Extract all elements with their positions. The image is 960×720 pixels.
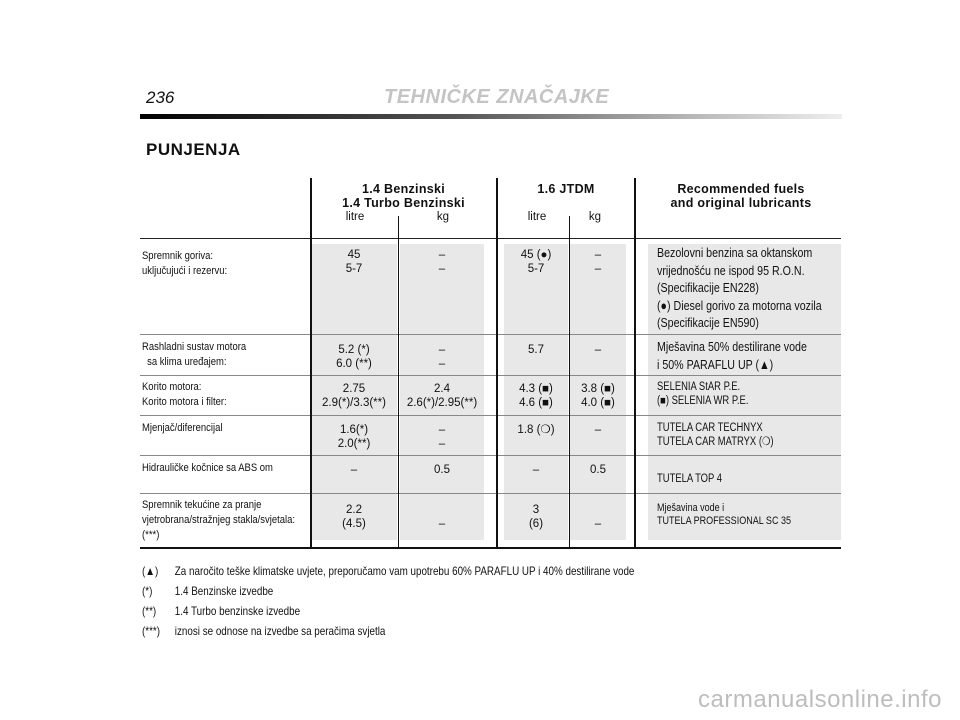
footnote-text: 1.4 Turbo benzinske izvedbe	[174, 604, 301, 618]
gearbox-benzin-litre	[311, 423, 397, 451]
header-recommended-line2: and original lubricants	[670, 196, 812, 210]
gearbox-jtd-kg: –	[594, 424, 602, 436]
value-line: –	[594, 249, 602, 261]
col-separator	[634, 178, 636, 548]
col-separator	[496, 178, 498, 548]
washer-benzin-litre	[311, 503, 397, 531]
row-divider	[140, 334, 841, 335]
fuel-tank-jtd-litre	[504, 248, 568, 276]
fuel-line: TUTELA TOP 4	[657, 473, 722, 485]
gearbox-recommended	[657, 421, 774, 449]
fuel-tank-recommended	[657, 244, 822, 332]
value-line: 2.2	[346, 504, 362, 516]
row-divider	[140, 455, 841, 456]
row-divider	[140, 493, 841, 494]
fuel-line: (Specifikacije EN590)	[657, 315, 759, 330]
value-line: 4.6 (■)	[519, 397, 553, 409]
footnote-mark: (**)	[142, 604, 157, 618]
page-title: PUNJENJA	[146, 140, 241, 159]
label-line: vjetrobrana/stražnjeg stakla/svjetala:	[142, 514, 296, 526]
value-line: 2.6(*)/2.95(**)	[406, 397, 478, 409]
value-line: 4.3 (■)	[519, 383, 553, 395]
coolant-benzin-kg	[400, 343, 484, 371]
sump-jtd-kg	[570, 382, 626, 410]
brakes-benzin-kg: 0.5	[434, 464, 450, 476]
fuel-line: i 50% PARAFLU UP (▲)	[657, 356, 774, 372]
label-line: Hidrauličke kočnice sa ABS om	[142, 462, 273, 474]
value-line: 4.0 (■)	[581, 397, 615, 409]
value-line: 3	[532, 504, 540, 516]
washer-jtd-litre	[504, 503, 568, 531]
value-line: (4.5)	[342, 518, 366, 530]
brakes-benzin-litre: –	[350, 464, 358, 476]
row-label-coolant	[142, 340, 246, 370]
sump-jtd-litre	[504, 382, 568, 410]
brakes-jtd-litre: –	[532, 464, 540, 476]
header-rule	[140, 114, 842, 119]
header-benzin	[311, 182, 496, 210]
fuel-tank-jtd-kg	[570, 248, 626, 276]
value-line: 3.8 (■)	[581, 383, 615, 395]
value-line: 2.0(**)	[337, 438, 371, 450]
footnote	[142, 604, 300, 618]
footnote	[142, 564, 634, 578]
table-bottom-line	[140, 547, 841, 549]
fuel-line: Bezolovni benzina sa oktanskom	[657, 245, 813, 260]
gearbox-benzin-kg	[400, 423, 484, 451]
footnote-mark: (▲)	[142, 564, 159, 578]
value-line: 2.9(*)/3.3(**)	[322, 397, 386, 409]
value-line: –	[438, 344, 446, 356]
brakes-recommended	[657, 472, 722, 486]
value-line: 2.4	[434, 383, 450, 395]
label-line: uključujući i rezervu:	[142, 265, 228, 277]
value-line: 1.6(*)	[339, 424, 369, 436]
watermark: carmanualsonline.info	[698, 686, 942, 713]
footnote	[142, 624, 385, 638]
header-benzin-line1: 1.4 Benzinski	[361, 182, 446, 196]
value-line: –	[438, 424, 446, 436]
value-line: 2.75	[342, 383, 366, 395]
fuel-line: TUTELA CAR MATRYX (❍)	[657, 436, 774, 448]
row-label-gearbox	[142, 421, 222, 436]
fuel-line: vrijednošću ne ispod 95 R.O.N.	[657, 262, 805, 278]
washer-benzin-kg: –	[438, 518, 446, 530]
label-line: sa klima uređajem:	[147, 356, 227, 368]
value-line: –	[594, 263, 602, 275]
header-jtd-kg: kg	[588, 211, 602, 223]
fuel-tank-benzin-litre	[311, 248, 397, 276]
label-line: Rashladni sustav motora	[142, 341, 247, 353]
sump-recommended	[657, 380, 748, 408]
header-jtd: 1.6 JTDM	[537, 182, 595, 196]
header-benzin-line2: 1.4 Turbo Benzinski	[342, 196, 465, 210]
value-line: –	[438, 358, 446, 370]
footnote-mark: (***)	[142, 624, 161, 638]
fuel-line: TUTELA CAR TECHNYX	[657, 422, 763, 434]
value-line: 5.2 (*)	[338, 344, 370, 356]
header-jtd-litre: litre	[527, 211, 547, 223]
washer-recommended	[657, 502, 791, 528]
fuel-line: Mješavina 50% destilirane vode	[657, 339, 807, 354]
fuel-line: SELENIA StAR P.E.	[657, 381, 741, 393]
sump-benzin-kg	[400, 382, 484, 410]
label-line: Korito motora i filter:	[142, 396, 227, 408]
value-line: 45 (●)	[520, 249, 552, 261]
label-line: Korito motora:	[142, 381, 202, 393]
fuel-line: (■) SELENIA WR P.E.	[657, 395, 749, 407]
fuel-line: (●) Diesel gorivo za motorna vozila	[657, 297, 822, 313]
label-line: Spremnik goriva:	[142, 250, 213, 262]
value-line: 6.0 (**)	[336, 358, 372, 370]
row-label-fuel-tank	[142, 249, 227, 279]
section-title: TEHNIČKE ZNAČAJKE	[384, 86, 610, 108]
value-line: –	[438, 263, 446, 275]
label-line: Mjenjač/diferencijal	[142, 422, 223, 434]
row-label-brakes	[142, 461, 273, 476]
row-label-washer	[142, 498, 295, 543]
coolant-benzin-litre	[311, 343, 397, 371]
brakes-jtd-kg: 0.5	[590, 464, 606, 476]
header-benzin-litre: litre	[345, 211, 365, 223]
row-label-engine-sump	[142, 380, 227, 410]
header-benzin-kg: kg	[436, 211, 450, 223]
footnote-mark: (*)	[142, 584, 153, 598]
coolant-jtd-litre: 5.7	[528, 344, 544, 356]
value-line: (6)	[528, 518, 544, 530]
footnote-text: 1.4 Benzinske izvedbe	[174, 584, 274, 598]
value-line: 45	[347, 249, 361, 261]
header-recommended	[640, 182, 842, 210]
value-line: –	[438, 438, 446, 450]
row-divider	[140, 415, 841, 416]
table-top-line	[140, 238, 841, 239]
coolant-recommended	[657, 338, 807, 373]
washer-jtd-kg: –	[594, 518, 602, 530]
sump-benzin-litre	[311, 382, 397, 410]
col-separator	[398, 216, 399, 548]
footnote-text: iznosi se odnose na izvedbe sa peračima svjetla	[174, 624, 386, 638]
page-number: 236	[146, 88, 175, 107]
footnote	[142, 584, 273, 598]
coolant-jtd-kg: –	[594, 344, 602, 356]
label-line: (***)	[142, 529, 160, 541]
footnote-text: Za naročito teške klimatske uvjete, preporučamo vam upotrebu 60% PARAFLU UP i 40% destilirane vode	[174, 564, 635, 578]
value-line: 5-7	[527, 263, 545, 275]
fuel-line: (Specifikacije EN228)	[657, 280, 759, 295]
label-line: Spremnik tekućine za pranje	[142, 499, 262, 511]
row-divider	[140, 375, 841, 376]
fuel-tank-benzin-kg	[400, 248, 484, 276]
value-line: 5-7	[345, 263, 363, 275]
header-recommended-line1: Recommended fuels	[677, 182, 805, 196]
value-line: –	[438, 249, 446, 261]
fuel-line: Mješavina vode i	[657, 502, 725, 514]
gearbox-jtd-litre: 1.8 (❍)	[517, 424, 555, 436]
fuel-line: TUTELA PROFESSIONAL SC 35	[657, 515, 792, 527]
